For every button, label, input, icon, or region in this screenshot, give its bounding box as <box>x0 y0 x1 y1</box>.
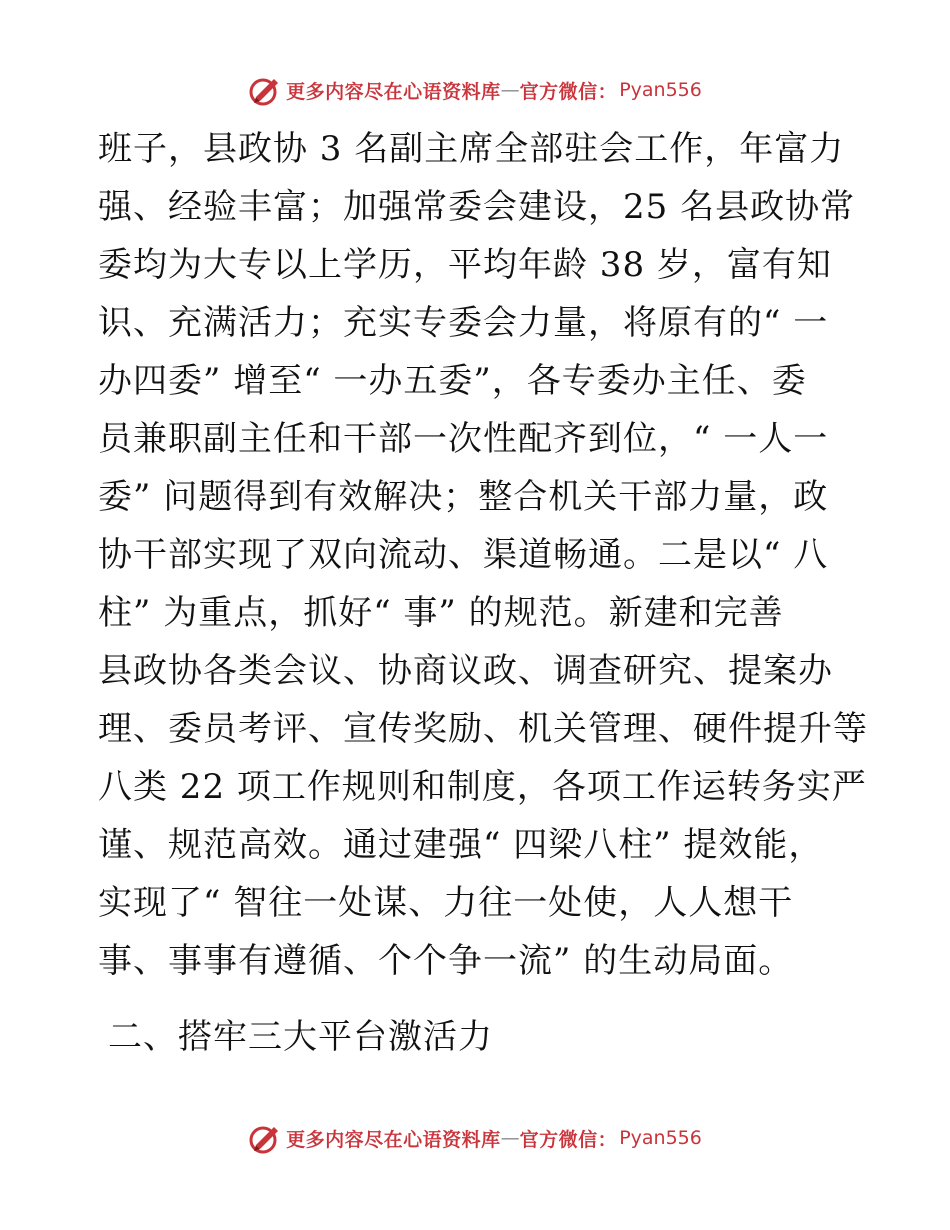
body-line: 实现了“ 智往一处谋、力往一处使，人人想干 <box>98 883 794 923</box>
watermark-label: 官方微信： <box>519 80 618 103</box>
body-line: 班子，县政协 3 名副主席全部驻会工作，年富力 <box>98 129 845 169</box>
pen-logo-icon <box>248 1121 282 1155</box>
header-watermark <box>0 70 950 110</box>
body-line: 识、充满活力；充实专委会力量，将原有的“ 一 <box>98 303 829 343</box>
watermark-separator: — <box>500 1127 520 1149</box>
body-line: 委” 问题得到有效解决；整合机关干部力量，政 <box>98 477 829 517</box>
body-line: 事、事事有遵循、个个争一流” 的生动局面。 <box>98 941 794 981</box>
footer-watermark <box>0 1118 950 1158</box>
body-line: 员兼职副主任和干部一次性配齐到位，“ 一人一 <box>98 419 829 459</box>
body-line: 委均为大专以上学历，平均年龄 38 岁，富有知 <box>98 245 832 285</box>
watermark-separator: — <box>500 79 520 101</box>
watermark-account: Pyan556 <box>619 79 702 101</box>
body-line: 强、经验丰富；加强常委会建设，25 名县政协常 <box>98 187 856 227</box>
watermark-account: Pyan556 <box>619 1127 702 1149</box>
section-heading: 二、搭牢三大平台激活力 <box>108 1017 493 1057</box>
body-line: 理、委员考评、宣传奖励、机关管理、硬件提升等 <box>98 709 868 749</box>
body-line: 县政协各类会议、协商议政、调查研究、提案办 <box>98 651 833 691</box>
body-line: 谨、规范高效。通过建强“ 四梁八柱” 提效能， <box>98 825 824 865</box>
watermark-brand: 更多内容尽在心语资料库 <box>286 1128 501 1151</box>
body-line: 协干部实现了双向流动、渠道畅通。二是以“ 八 <box>98 535 829 575</box>
body-line: 八类 22 项工作规则和制度，各项工作运转务实严 <box>98 767 867 807</box>
watermark-brand: 更多内容尽在心语资料库 <box>286 80 501 103</box>
body-line: 柱” 为重点，抓好“ 事” 的规范。新建和完善 <box>98 593 784 633</box>
body-line: 办四委” 增至“ 一办五委”，各专委办主任、委 <box>98 361 807 401</box>
watermark-label: 官方微信： <box>519 1128 618 1151</box>
document-body <box>98 120 868 990</box>
pen-logo-icon <box>248 73 282 107</box>
